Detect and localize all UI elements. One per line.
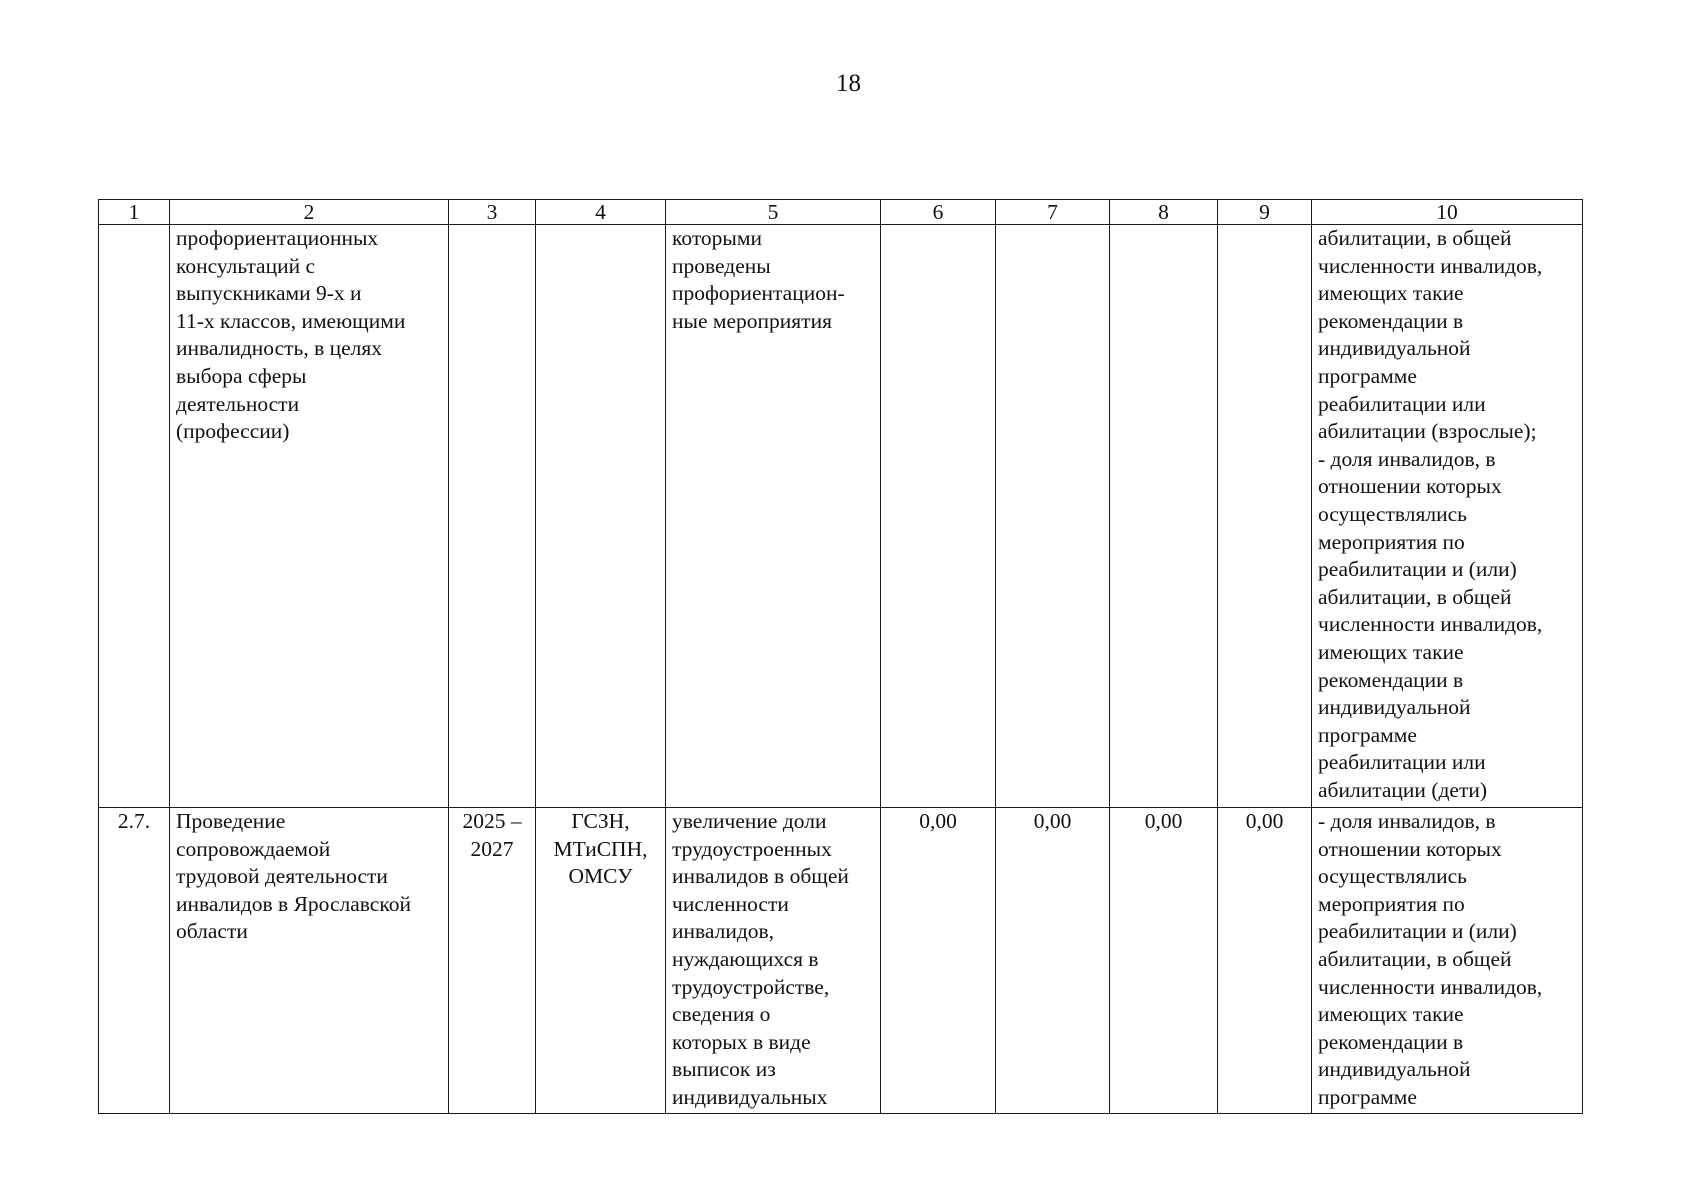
- header-col-9: 9: [1218, 200, 1312, 225]
- cell-value-8: [1110, 225, 1218, 808]
- cell-number: [99, 225, 170, 808]
- cell-value-7: [996, 225, 1110, 808]
- header-col-1: 1: [99, 200, 170, 225]
- cell-executors: ГСЗН, МТиСПН, ОМСУ: [536, 808, 666, 1114]
- cell-indicator: абилитации, в общей численности инвалидов, имеющих такие рекомендации в индивидуальной программе реабилитации или абилитации (взрослые); - доля инвалидов, в отношении которых осуществлялись мероприятия по реабилитации и (или) абилитации, в общей численности инвалидов, имеющих такие рекомендации в индивидуальной программе реабилитации или абилитации (дети): [1312, 225, 1583, 808]
- page-number: 18: [836, 70, 861, 97]
- cell-activity-name: Проведение сопровождаемой трудовой деятельности инвалидов в Ярославской области: [170, 808, 449, 1114]
- header-col-6: 6: [881, 200, 996, 225]
- cell-executors: [536, 225, 666, 808]
- table-row-continuation: [99, 225, 1583, 808]
- header-col-8: 8: [1110, 200, 1218, 225]
- header-col-4: 4: [536, 200, 666, 225]
- cell-value-9: [1218, 225, 1312, 808]
- table-row-2-7: [99, 808, 1583, 1114]
- cell-number: 2.7.: [99, 808, 170, 1114]
- header-row: [99, 200, 1583, 225]
- cell-value-6: [881, 225, 996, 808]
- cell-indicator: - доля инвалидов, в отношении которых осуществлялись мероприятия по реабилитации и (или) абилитации, в общей численности инвалидов, имеющих такие рекомендации в индивидуальной программе: [1312, 808, 1583, 1114]
- header-col-5: 5: [666, 200, 881, 225]
- cell-period: [449, 225, 536, 808]
- header-col-2: 2: [170, 200, 449, 225]
- cell-value-8: 0,00: [1110, 808, 1218, 1114]
- header-col-3: 3: [449, 200, 536, 225]
- header-col-10: 10: [1312, 200, 1583, 225]
- cell-value-6: 0,00: [881, 808, 996, 1114]
- header-col-7: 7: [996, 200, 1110, 225]
- cell-result: которыми проведены профориентацион- ные мероприятия: [666, 225, 881, 808]
- program-table: [98, 199, 1583, 1114]
- cell-value-9: 0,00: [1218, 808, 1312, 1114]
- cell-activity-name: профориентационных консультаций с выпускниками 9-х и 11-х классов, имеющими инвалидность, в целях выбора сферы деятельности (профессии): [170, 225, 449, 808]
- cell-period: 2025 – 2027: [449, 808, 536, 1114]
- cell-result: увеличение доли трудоустроенных инвалидов в общей численности инвалидов, нуждающихся в трудоустройстве, сведения о которых в виде выписок из индивидуальных: [666, 808, 881, 1114]
- cell-value-7: 0,00: [996, 808, 1110, 1114]
